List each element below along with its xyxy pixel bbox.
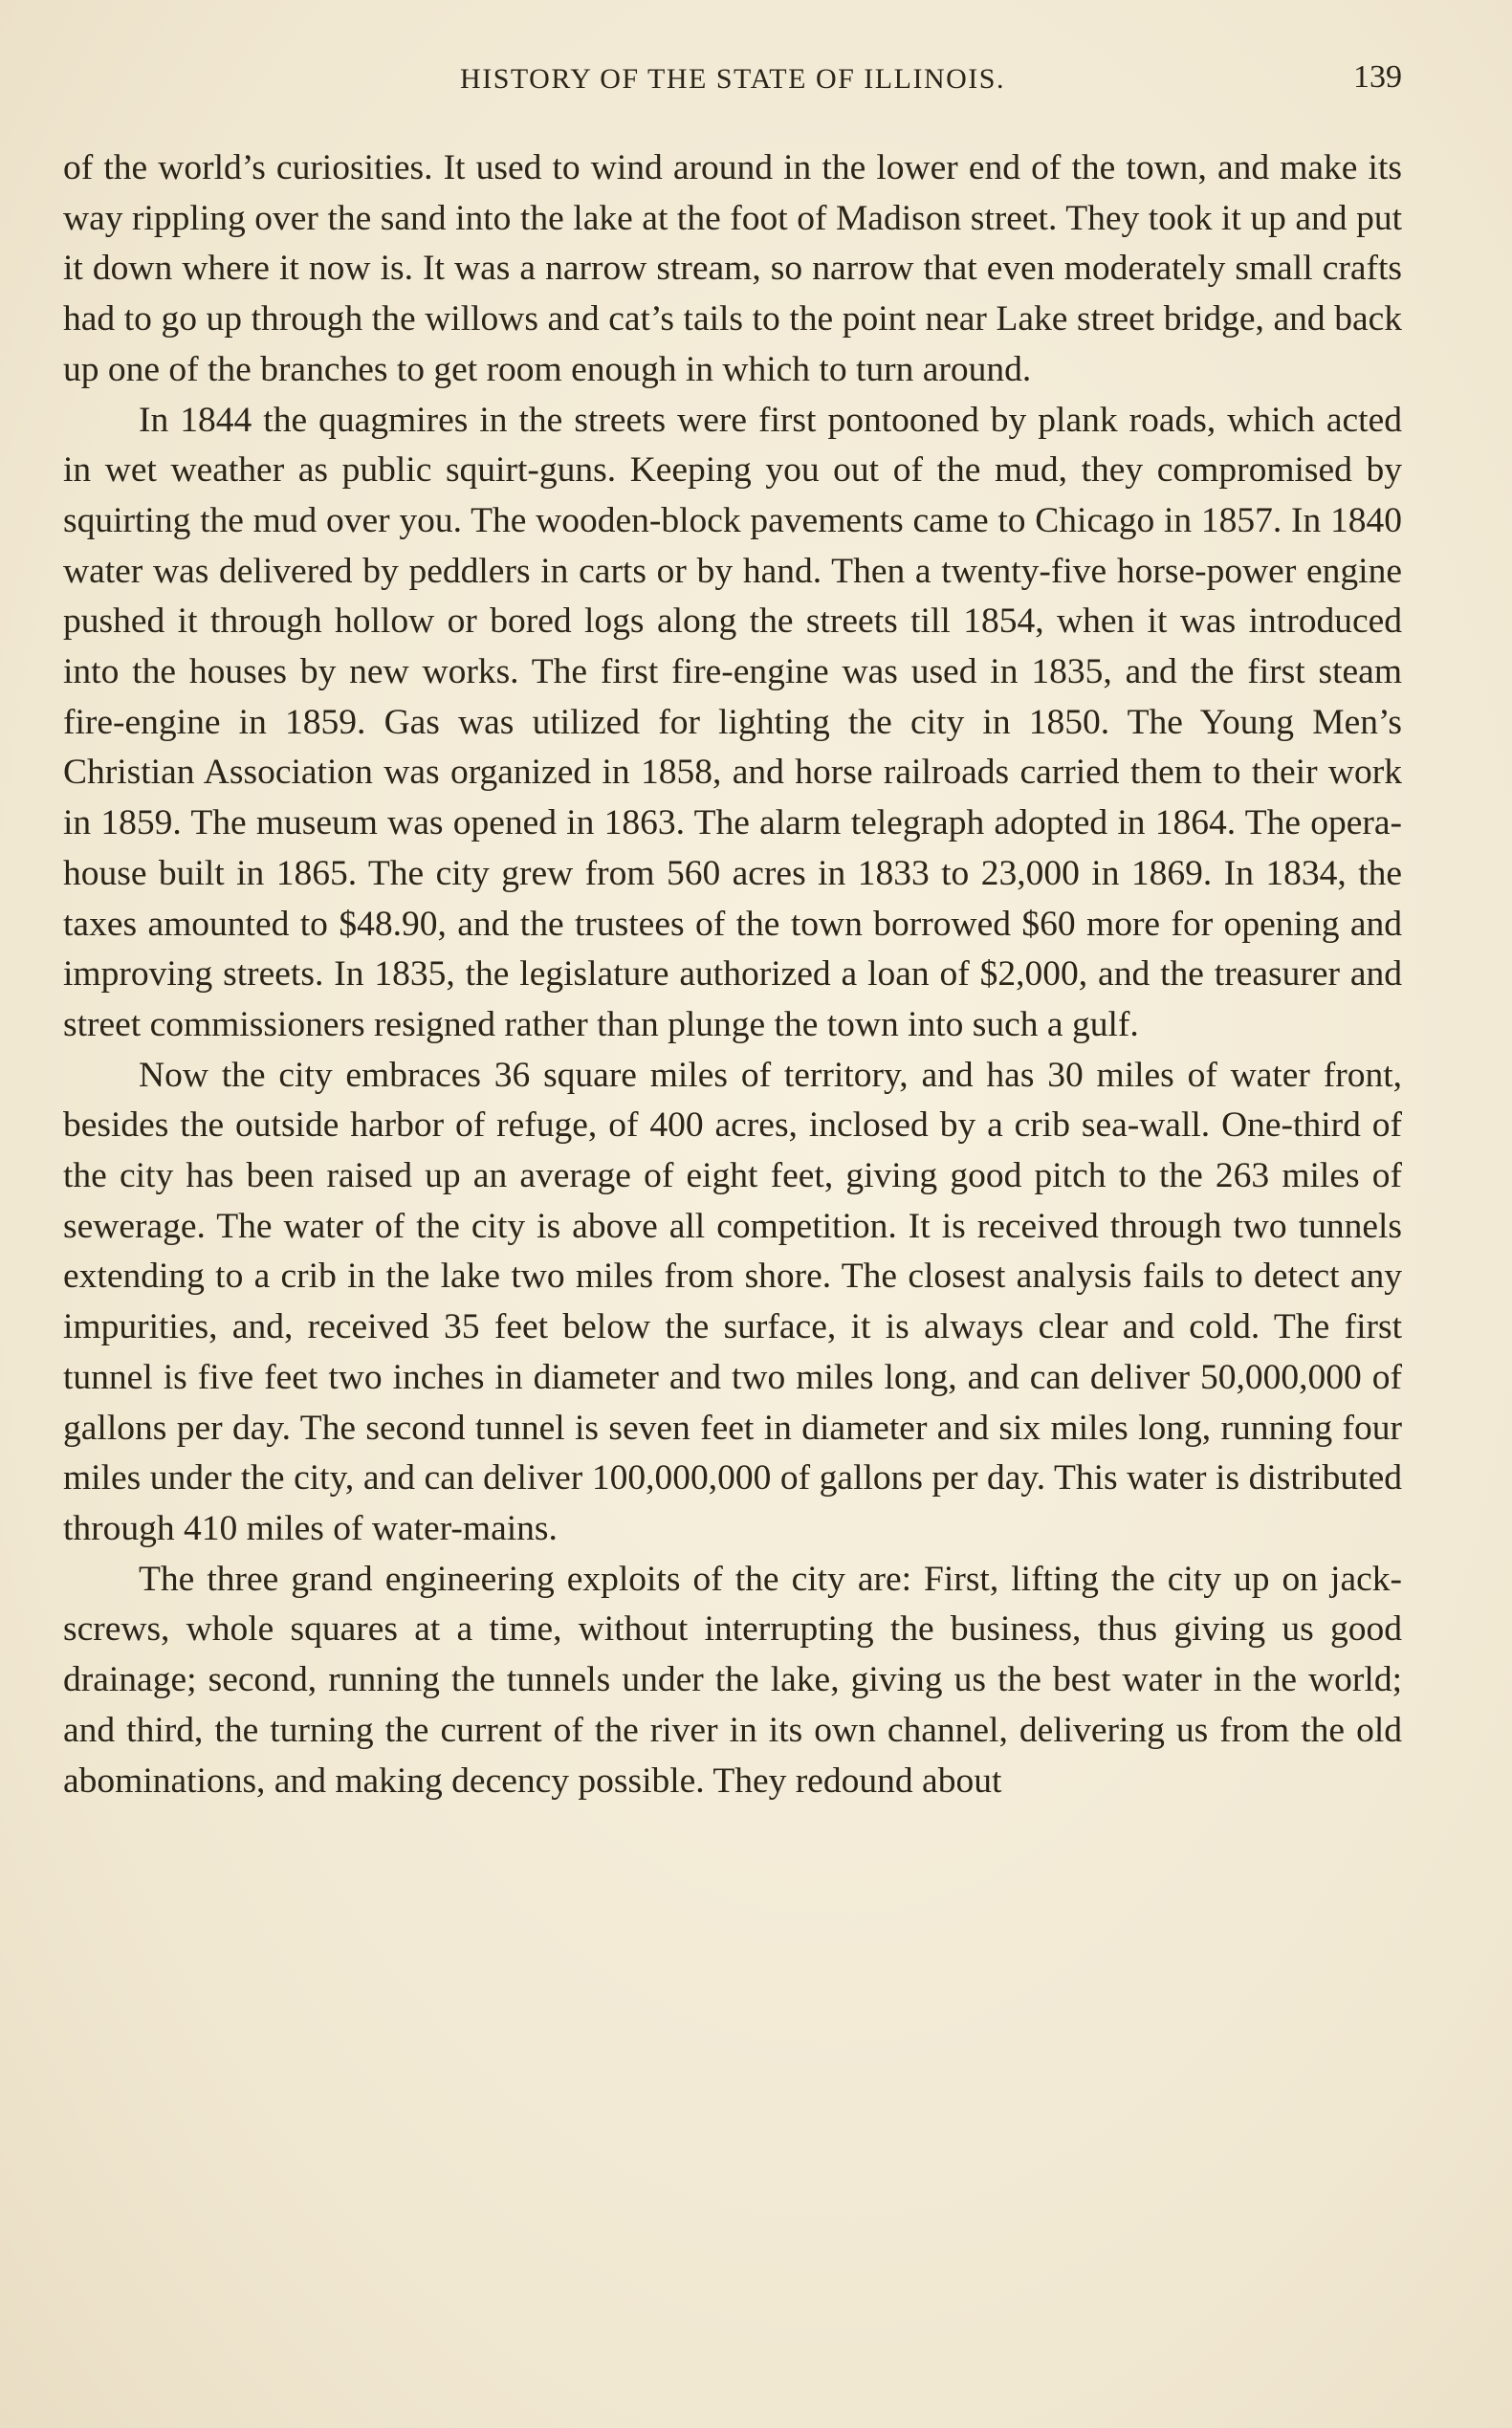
running-title: HISTORY OF THE STATE OF ILLINOIS. bbox=[460, 63, 1005, 95]
body-text bbox=[63, 143, 1402, 1806]
paragraph: In 1844 the quagmires in the streets were first pontooned by plank roads, which acted in wet weather as public squirt-guns. Keeping you out of the mud, they compromised by squirting the mud over you. The wooden-block pavements came to Chicago in 1857. In 1840 water was delivered by peddlers in carts or by hand. Then a twenty-five horse-power engine pushed it through hollow or bored logs along the streets till 1854, when it was introduced into the houses by new works. The first fire-engine was used in 1835, and the first steam fire-engine in 1859. Gas was utilized for lighting the city in 1850. The Young Men’s Christian Association was organized in 1858, and horse railroads carried them to their work in 1859. The museum was opened in 1863. The alarm telegraph adopted in 1864. The opera-house built in 1865. The city grew from 560 acres in 1833 to 23,000 in 1869. In 1834, the taxes amounted to $48.90, and the trustees of the town borrowed $60 more for opening and improving streets. In 1835, the legislature authorized a loan of $2,000, and the treasurer and street commissioners resigned rather than plunge the town into such a gulf. bbox=[63, 400, 1402, 1044]
paragraph: The three grand engineering exploits of the city are: First, lifting the city up on jack-screws, whole squares at a time, without interrupting the business, thus giving us good drainage; second, running the tunnels under the lake, giving us the best water in the world; and third, the turning the current of the river in its own channel, delivering us from the old abominations, and making decency possible. They redound about bbox=[63, 1559, 1402, 1801]
page-number: 139 bbox=[1353, 59, 1402, 95]
page-header bbox=[63, 57, 1402, 105]
paragraph: Now the city embraces 36 square miles of territory, and has 30 miles of water front, besides the outside harbor of refuge, of 400 acres, inclosed by a crib sea-wall. One-third of the city has been raised up an average of eight feet, giving good pitch to the 263 miles of sewerage. The water of the city is above all competition. It is received through two tunnels extending to a crib in the lake two miles from shore. The closest analysis fails to detect any impurities, and, received 35 feet below the surface, it is always clear and cold. The first tunnel is five feet two inches in diameter and two miles long, and can deliver 50,000,000 of gallons per day. The second tunnel is seven feet in diameter and six miles long, running four miles under the city, and can deliver 100,000,000 of gallons per day. This water is distributed through 410 miles of water-mains. bbox=[63, 1055, 1402, 1548]
paragraph: of the world’s curiosities. It used to wind around in the lower end of the town, and make its way rippling over the sand into the lake at the foot of Madison street. They took it up and put it down where it now is. It was a narrow stream, so narrow that even moderately small crafts had to go up through the willows and cat’s tails to the point near Lake street bridge, and back up one of the branches to get room enough in which to turn around. bbox=[63, 148, 1402, 389]
